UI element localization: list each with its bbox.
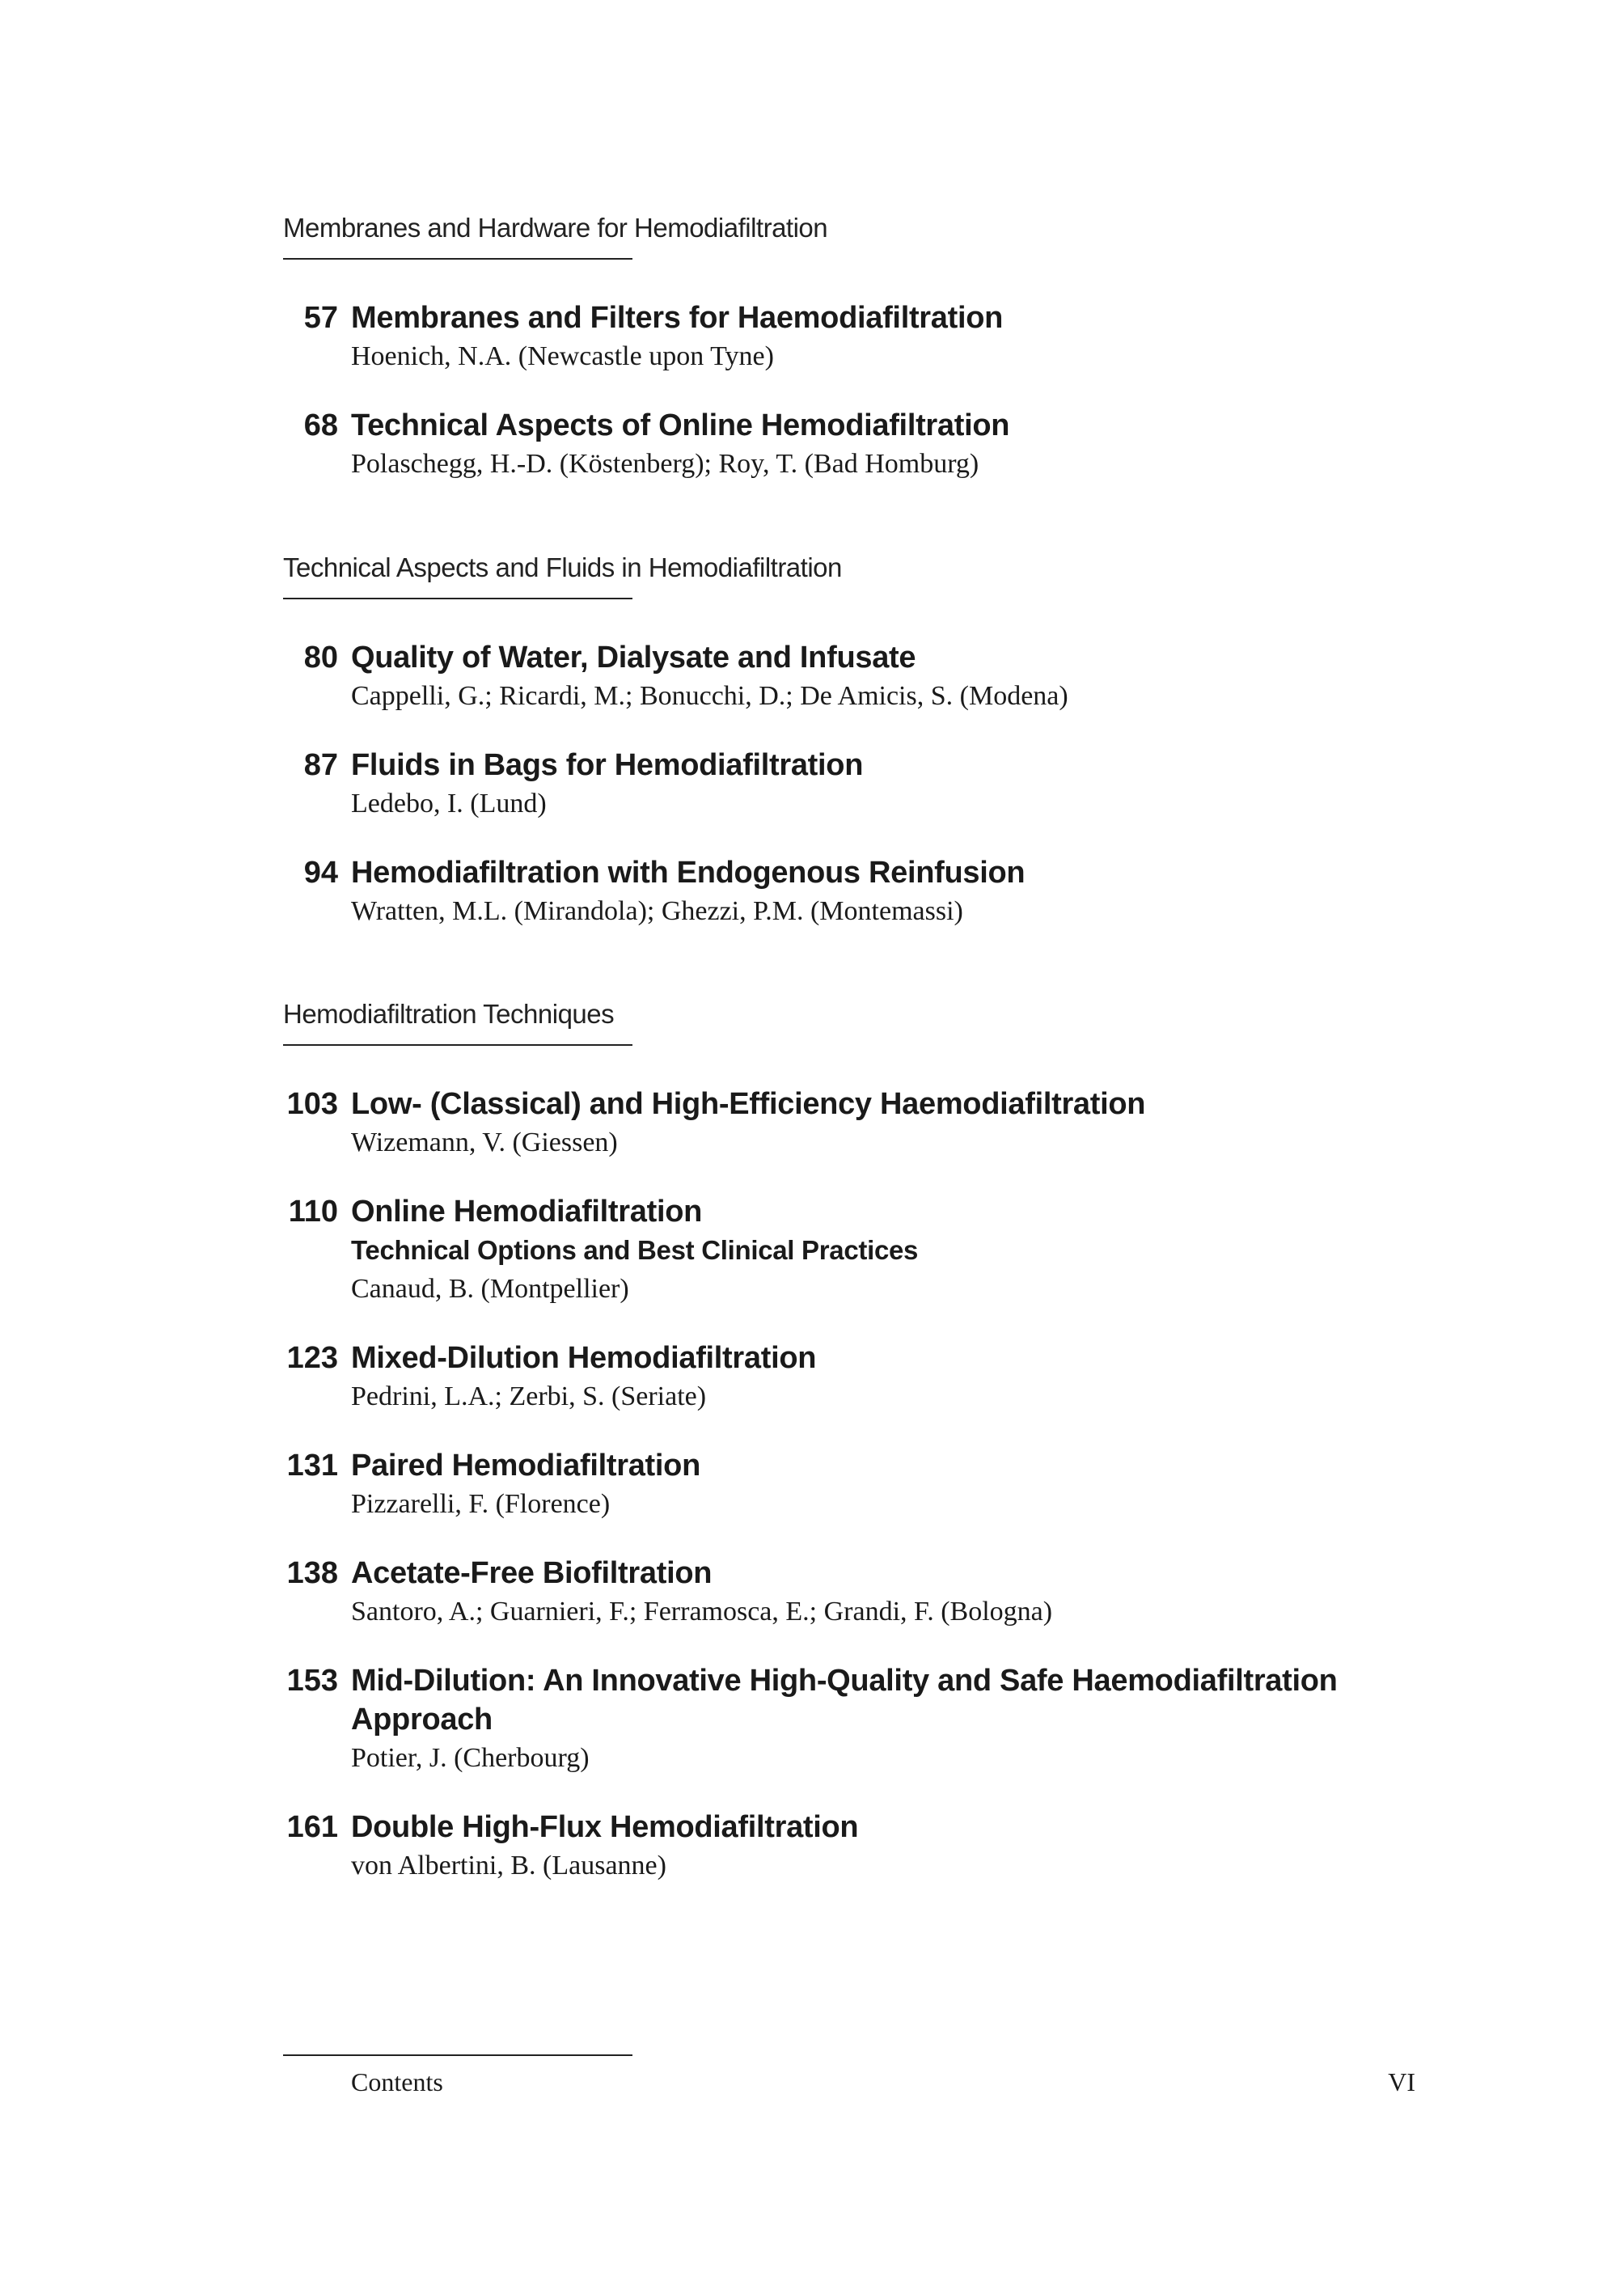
- toc-entry[interactable]: [283, 853, 1415, 931]
- toc-entry[interactable]: [283, 298, 1415, 376]
- entry-list: [283, 1085, 1415, 1885]
- entry-title: Double High-Flux Hemodiafiltration: [351, 1810, 859, 1844]
- entry-authors: von Albertini, B. (Lausanne): [351, 1851, 666, 1881]
- entry-authors: Wratten, M.L. (Mirandola); Ghezzi, P.M. (Montemassi): [351, 896, 963, 926]
- toc-entry[interactable]: [283, 638, 1415, 716]
- toc-entry[interactable]: [283, 746, 1415, 823]
- entry-page-number: 131: [286, 1449, 338, 1483]
- section-heading: Hemodiafiltration Techniques: [283, 999, 615, 1029]
- entry-title: Online Hemodiafiltration: [351, 1195, 703, 1229]
- toc-entry[interactable]: [283, 1554, 1415, 1631]
- entry-authors: Canaud, B. (Montpellier): [351, 1274, 629, 1304]
- entry-title: Paired Hemodiafiltration: [351, 1449, 700, 1483]
- footer-rule: [283, 2054, 632, 2056]
- toc-entry[interactable]: [283, 1446, 1415, 1524]
- entry-page-number: 87: [303, 748, 338, 782]
- section-heading: Technical Aspects and Fluids in Hemodiafiltration: [283, 552, 842, 582]
- entry-authors: Wizemann, V. (Giessen): [351, 1127, 618, 1157]
- toc-entry[interactable]: [283, 1661, 1415, 1778]
- entry-page-number: 161: [286, 1810, 338, 1844]
- entry-authors: Pedrini, L.A.; Zerbi, S. (Seriate): [351, 1381, 707, 1411]
- section-rule: [283, 258, 632, 260]
- entry-title: Membranes and Filters for Haemodiafiltration: [351, 301, 1004, 335]
- entry-authors: Pizzarelli, F. (Florence): [351, 1489, 611, 1519]
- entry-page-number: 138: [286, 1556, 338, 1590]
- entry-authors: Santoro, A.; Guarnieri, F.; Ferramosca, E.; Grandi, F. (Bologna): [351, 1597, 1053, 1627]
- section-membranes-hardware: [283, 212, 1415, 514]
- entry-page-number: 153: [286, 1664, 338, 1698]
- toc-entry[interactable]: [283, 1808, 1415, 1885]
- entry-list: [283, 638, 1415, 931]
- entry-authors: Ledebo, I. (Lund): [351, 789, 547, 819]
- section-heading: Membranes and Hardware for Hemodiafiltration: [283, 213, 828, 243]
- entry-authors: Polaschegg, H.-D. (Köstenberg); Roy, T. (Bad Homburg): [351, 449, 979, 479]
- entry-page-number: 80: [303, 641, 338, 675]
- footer-page-number: VI: [1388, 2067, 1415, 2096]
- entry-title: Low- (Classical) and High-Efficiency Haemodiafiltration: [351, 1087, 1146, 1121]
- toc-entry[interactable]: [283, 1192, 1415, 1309]
- entry-page-number: 94: [303, 856, 338, 890]
- section-hemodiafiltration-techniques: [283, 998, 1415, 1915]
- entry-title: Mixed-Dilution Hemodiafiltration: [351, 1341, 817, 1375]
- entry-page-number: 103: [286, 1087, 338, 1121]
- toc-entry[interactable]: [283, 406, 1415, 484]
- entry-page-number: 110: [288, 1195, 338, 1229]
- entry-authors: Cappelli, G.; Ricardi, M.; Bonucchi, D.; De Amicis, S. (Modena): [351, 681, 1068, 711]
- toc-entry[interactable]: [283, 1085, 1415, 1162]
- entry-title: Technical Aspects of Online Hemodiafiltration: [351, 408, 1010, 442]
- entry-title: Mid-Dilution: An Innovative High-Quality and Safe Haemodiafiltration Approach: [351, 1664, 1338, 1737]
- entry-title: Acetate-Free Biofiltration: [351, 1556, 713, 1590]
- toc-entry[interactable]: [283, 1339, 1415, 1416]
- footer-running-title: Contents: [351, 2067, 443, 2096]
- entry-title: Hemodiafiltration with Endogenous Reinfusion: [351, 856, 1026, 890]
- entry-authors: Hoenich, N.A. (Newcastle upon Tyne): [351, 341, 774, 371]
- section-technical-aspects-fluids: [283, 552, 1415, 961]
- entry-title: Quality of Water, Dialysate and Infusate: [351, 641, 916, 675]
- entry-list: [283, 298, 1415, 484]
- section-rule: [283, 1044, 632, 1046]
- entry-subtitle: Technical Options and Best Clinical Practices: [351, 1235, 919, 1265]
- section-rule: [283, 598, 632, 599]
- entry-title: Fluids in Bags for Hemodiafiltration: [351, 748, 864, 782]
- page-footer: [283, 2054, 1415, 2096]
- entry-page-number: 123: [286, 1341, 338, 1375]
- entry-page-number: 57: [303, 301, 338, 335]
- entry-page-number: 68: [303, 408, 338, 442]
- entry-authors: Potier, J. (Cherbourg): [351, 1743, 590, 1773]
